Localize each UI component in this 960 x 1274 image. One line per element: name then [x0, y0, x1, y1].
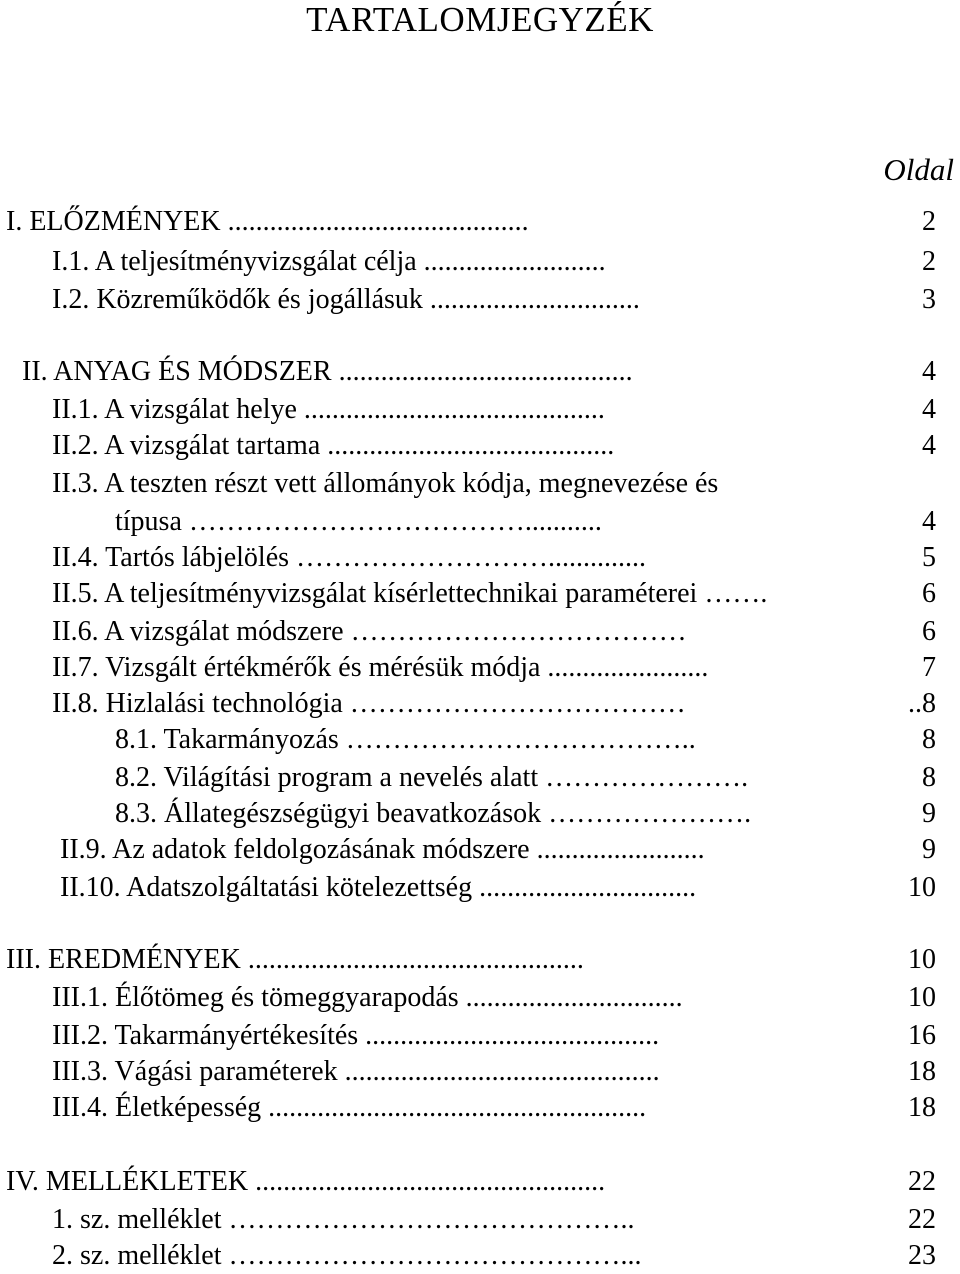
- toc-entry-page: 22: [908, 1204, 936, 1235]
- toc-entry-page: 8: [922, 762, 936, 793]
- toc-entry-page: 9: [922, 834, 936, 865]
- toc-entry-page: 23: [908, 1240, 936, 1271]
- toc-entry-text[interactable]: 8.1. Takarmányozás ………………………………..: [115, 724, 696, 755]
- page-column-header: Oldal: [883, 152, 954, 187]
- toc-entry-text[interactable]: II.4. Tartós lábjelölés ………………………..............: [52, 542, 647, 573]
- toc-entry-page: 4: [922, 356, 936, 387]
- toc-entry-page: 4: [922, 394, 936, 425]
- toc-entry-text[interactable]: típusa ………………………………...........: [115, 506, 602, 537]
- toc-entry-text[interactable]: II. ANYAG ÉS MÓDSZER ..........................................: [22, 356, 633, 387]
- toc-entry-page: 10: [908, 872, 936, 903]
- toc-entry-text[interactable]: 8.2. Világítási program a nevelés alatt ………………….: [115, 762, 749, 793]
- toc-entry-page: 6: [922, 578, 936, 609]
- toc-entry-text[interactable]: II.5. A teljesítményvizsgálat kísérlettechnikai paraméterei …….: [52, 578, 768, 609]
- toc-entry-text[interactable]: I.2. Közreműködők és jogállásuk ..............................: [52, 284, 640, 315]
- toc-entry-text[interactable]: III. EREDMÉNYEK ................................................: [6, 944, 584, 975]
- toc-entry-page: 10: [908, 982, 936, 1013]
- toc-entry-page: 3: [922, 284, 936, 315]
- toc-entry-text[interactable]: 2. sz. melléklet ……………………………………...: [52, 1240, 642, 1271]
- page-title: TARTALOMJEGYZÉK: [306, 0, 654, 39]
- toc-entry-text[interactable]: II.8. Hizlalási technológia ………………………………: [52, 688, 686, 719]
- toc-entry-page: 5: [922, 542, 936, 573]
- toc-entry-text[interactable]: III.3. Vágási paraméterek .............................................: [52, 1056, 660, 1087]
- toc-entry-text[interactable]: II.10. Adatszolgáltatási kötelezettség ...............................: [60, 872, 697, 903]
- toc-entry-page: 4: [922, 506, 936, 537]
- toc-entry-page: 6: [922, 616, 936, 647]
- toc-entry-text[interactable]: III.2. Takarmányértékesítés ..........................................: [52, 1020, 660, 1051]
- toc-entry-text[interactable]: II.9. Az adatok feldolgozásának módszere ........................: [60, 834, 705, 865]
- toc-entry-text[interactable]: II.7. Vizsgált értékmérők és mérésük módja .......................: [52, 652, 709, 683]
- toc-entry-text[interactable]: III.1. Élőtömeg és tömeggyarapodás ...............................: [52, 982, 683, 1013]
- toc-entry-page: 4: [922, 430, 936, 461]
- toc-entry-page: 9: [922, 798, 936, 829]
- toc-entry-text[interactable]: IV. MELLÉKLETEK ..................................................: [6, 1166, 606, 1197]
- toc-entry-page: 10: [908, 944, 936, 975]
- toc-entry-page: 2: [922, 246, 936, 277]
- toc-entry-page: ..8: [908, 688, 936, 719]
- toc-entry-text[interactable]: 1. sz. melléklet ……………………………………..: [52, 1204, 635, 1235]
- toc-entry-text[interactable]: III.4. Életképesség ......................................................: [52, 1092, 647, 1123]
- toc-entry-page: 18: [908, 1092, 936, 1123]
- toc-entry-page: 18: [908, 1056, 936, 1087]
- toc-entry-page: 7: [922, 652, 936, 683]
- toc-entry-text[interactable]: I.1. A teljesítményvizsgálat célja ..........................: [52, 246, 606, 277]
- toc-entry-text[interactable]: 8.3. Állategészségügyi beavatkozások ………………….: [115, 798, 752, 829]
- toc-entry-page: 2: [922, 206, 936, 237]
- toc-entry-text[interactable]: II.2. A vizsgálat tartama .........................................: [52, 430, 615, 461]
- toc-entry-text[interactable]: II.1. A vizsgálat helye ...........................................: [52, 394, 605, 425]
- toc-entry-text[interactable]: II.3. A teszten részt vett állományok kódja, megnevezése és: [52, 468, 719, 499]
- toc-entry-text[interactable]: II.6. A vizsgálat módszere ………………………………: [52, 616, 687, 647]
- toc-entry-page: 8: [922, 724, 936, 755]
- toc-entry-text[interactable]: I. ELŐZMÉNYEK ...........................................: [6, 206, 529, 237]
- toc-entry-page: 16: [908, 1020, 936, 1051]
- toc-entry-page: 22: [908, 1166, 936, 1197]
